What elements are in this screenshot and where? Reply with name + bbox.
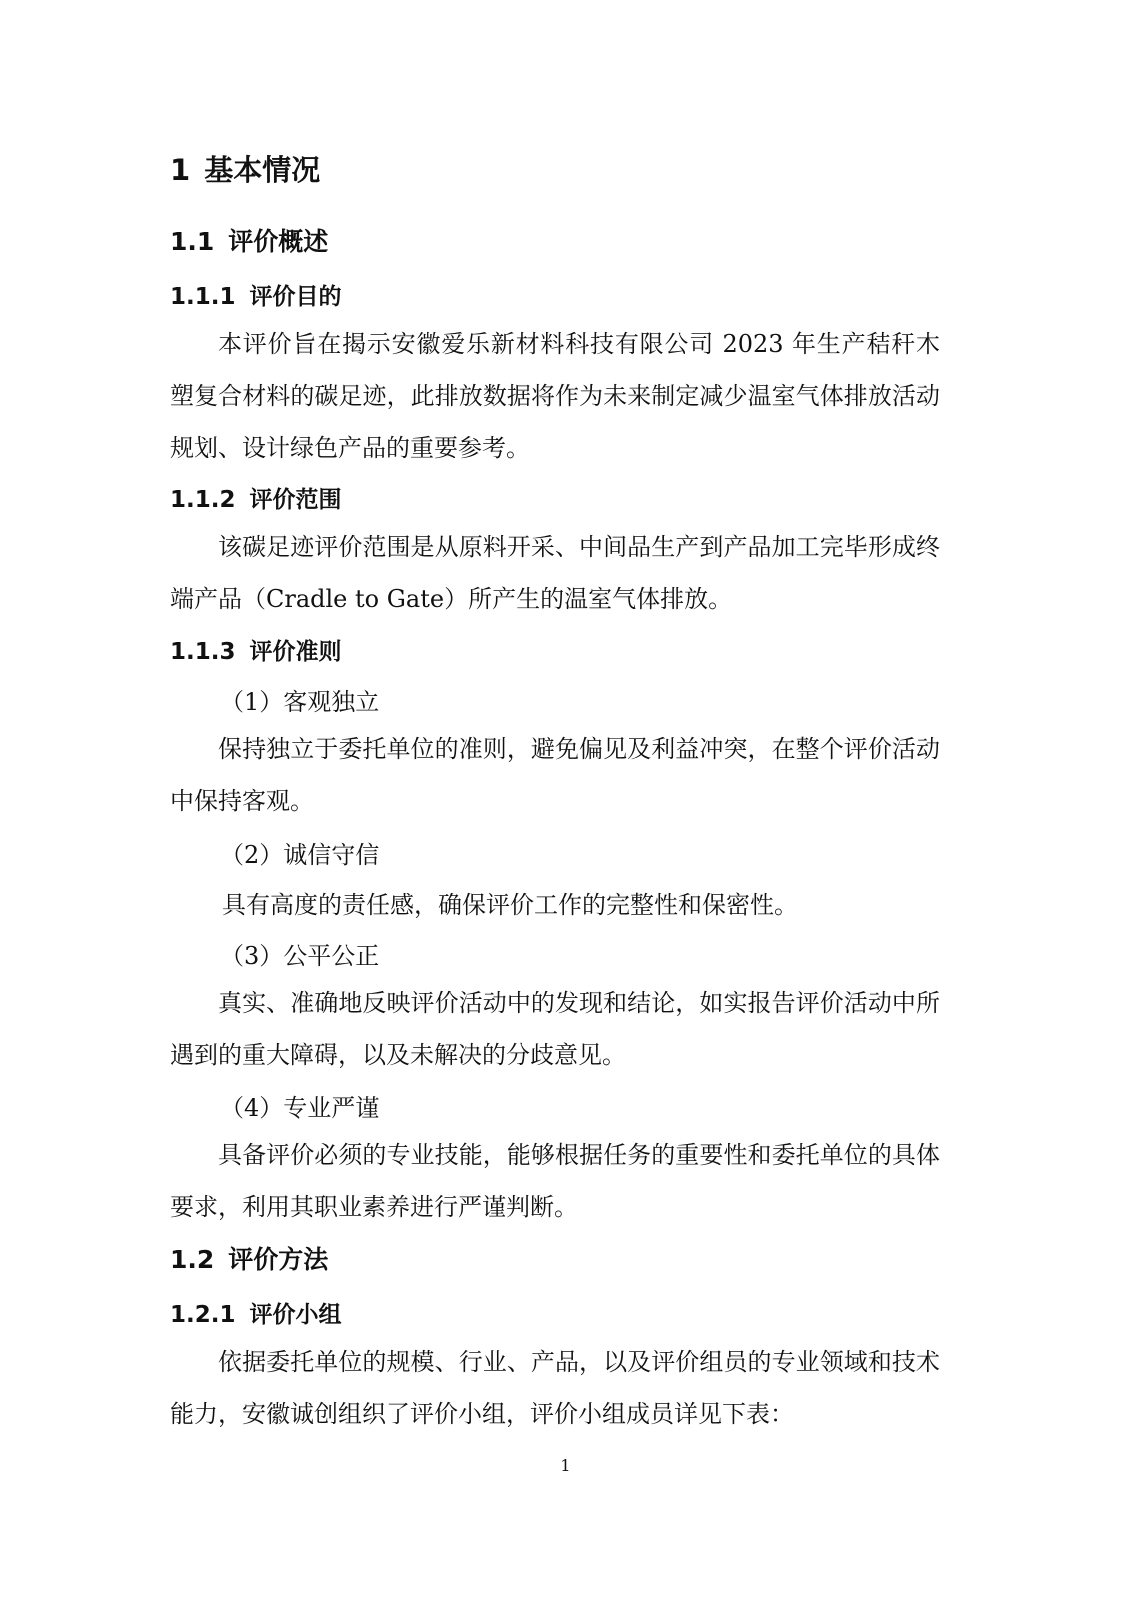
paragraph-scope: 该碳足迹评价范围是从原料开采、中间品生产到产品加工完毕形成终端产品（Cradle to Gate）所产生的温室气体排放。 — [170, 533, 940, 613]
principle-2-text: 具有高度的责任感，确保评价工作的完整性和保密性。 — [222, 891, 798, 919]
principle-4-text: 具备评价必须的专业技能，能够根据任务的重要性和委托单位的具体要求，利用其职业素养进行严谨判断。 — [170, 1141, 940, 1221]
paragraph-purpose: 本评价旨在揭示安徽爱乐新材料科技有限公司 2023 年生产秸秆木塑复合材料的碳足迹，此排放数据将作为未来制定减少温室气体排放活动规划、设计绿色产品的重要参考。 — [170, 330, 940, 462]
section-1-2-heading — [170, 1240, 328, 1276]
section-title: 评价目的 — [249, 284, 342, 310]
section-1-2-1-heading — [170, 1296, 342, 1329]
page-number: 1 — [560, 1456, 571, 1475]
section-1-1-3-heading — [170, 633, 342, 666]
heading-1-number: 1 — [170, 153, 191, 187]
section-title: 评价范围 — [249, 487, 342, 513]
section-title: 评价准则 — [249, 639, 342, 665]
section-title: 评价概述 — [228, 227, 329, 256]
paragraph-team: 依据委托单位的规模、行业、产品，以及评价组员的专业领域和技术能力，安徽诚创组织了评价小组，评价小组成员详见下表： — [170, 1348, 940, 1428]
section-number: 1.1.3 — [170, 639, 236, 665]
section-1-1-1-heading — [170, 278, 342, 311]
section-number: 1.1.2 — [170, 487, 236, 513]
section-number: 1.2.1 — [170, 1302, 236, 1328]
section-number: 1.1 — [170, 227, 215, 256]
principle-3-text: 真实、准确地反映评价活动中的发现和结论，如实报告评价活动中所遇到的重大障碍，以及未解决的分歧意见。 — [170, 989, 940, 1069]
section-1-1-2-heading — [170, 481, 342, 514]
principle-1-text: 保持独立于委托单位的准则，避免偏见及利益冲突，在整个评价活动中保持客观。 — [170, 735, 940, 815]
section-number: 1.2 — [170, 1245, 215, 1274]
section-number: 1.1.1 — [170, 284, 236, 310]
principle-3-label: （3）公平公正 — [220, 942, 380, 970]
section-title: 评价方法 — [228, 1245, 329, 1274]
section-1-1-heading — [170, 222, 328, 258]
principle-1-label: （1）客观独立 — [220, 688, 380, 716]
section-title: 评价小组 — [249, 1302, 342, 1328]
heading-1 — [170, 148, 320, 189]
principle-4-label: （4）专业严谨 — [220, 1094, 380, 1122]
principle-2-label: （2）诚信守信 — [220, 841, 380, 869]
heading-1-text: 基本情况 — [204, 153, 321, 187]
